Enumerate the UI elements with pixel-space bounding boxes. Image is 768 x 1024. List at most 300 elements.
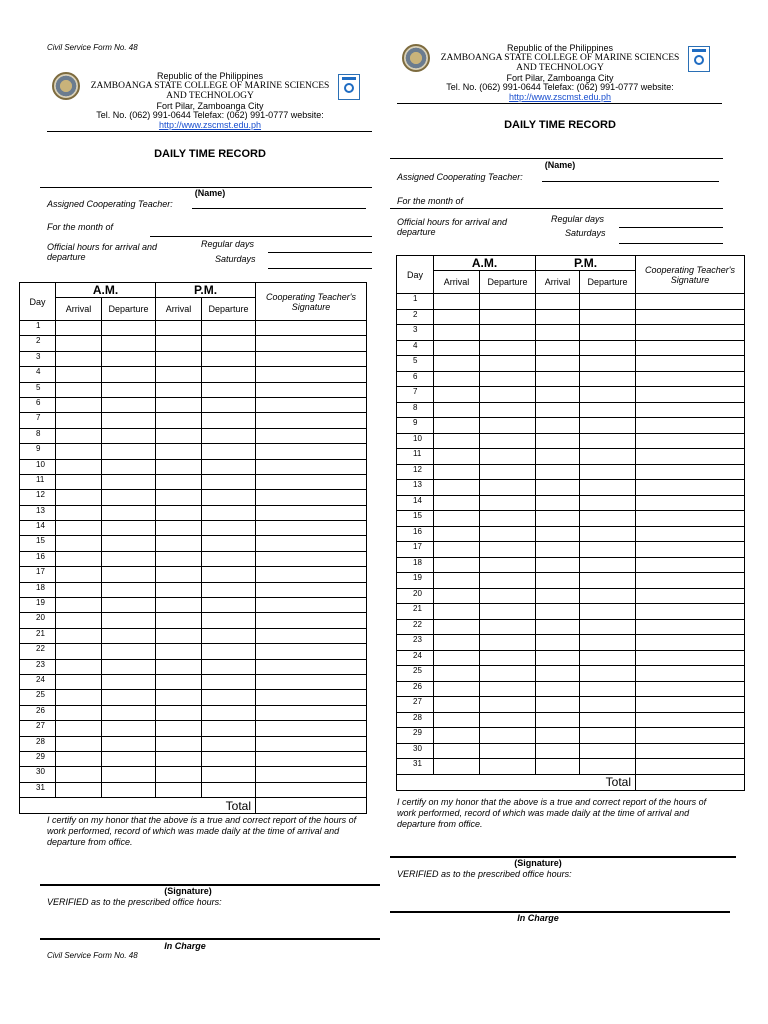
time-cell[interactable] [102,413,156,428]
time-cell[interactable] [580,402,636,418]
time-cell[interactable] [434,697,480,713]
time-cell[interactable] [434,387,480,403]
time-cell[interactable] [202,397,256,412]
time-cell[interactable] [580,387,636,403]
total-cell[interactable] [256,798,367,814]
time-cell[interactable] [102,536,156,551]
time-cell[interactable] [580,619,636,635]
time-cell[interactable] [636,464,745,480]
time-cell[interactable] [580,433,636,449]
time-cell[interactable] [636,340,745,356]
time-cell[interactable] [636,480,745,496]
time-cell[interactable] [202,644,256,659]
time-cell[interactable] [434,728,480,744]
time-cell[interactable] [156,428,202,443]
time-cell[interactable] [156,767,202,782]
time-cell[interactable] [480,697,536,713]
time-cell[interactable] [580,650,636,666]
time-cell[interactable] [56,490,102,505]
time-cell[interactable] [434,619,480,635]
time-cell[interactable] [256,598,367,613]
time-cell[interactable] [480,433,536,449]
time-cell[interactable] [256,690,367,705]
time-cell[interactable] [102,474,156,489]
time-cell[interactable] [156,444,202,459]
time-cell[interactable] [256,782,367,797]
time-cell[interactable] [636,387,745,403]
time-cell[interactable] [480,712,536,728]
time-cell[interactable] [256,567,367,582]
time-cell[interactable] [56,459,102,474]
time-cell[interactable] [480,418,536,434]
time-cell[interactable] [202,551,256,566]
time-cell[interactable] [156,459,202,474]
time-cell[interactable] [636,573,745,589]
time-cell[interactable] [536,650,580,666]
time-cell[interactable] [636,418,745,434]
time-cell[interactable] [580,418,636,434]
time-cell[interactable] [636,588,745,604]
regular-days-line[interactable] [268,252,372,253]
time-cell[interactable] [202,613,256,628]
time-cell[interactable] [202,351,256,366]
time-cell[interactable] [156,505,202,520]
time-cell[interactable] [536,557,580,573]
time-cell[interactable] [256,505,367,520]
time-cell[interactable] [480,681,536,697]
time-cell[interactable] [580,294,636,310]
time-cell[interactable] [102,367,156,382]
time-cell[interactable] [636,619,745,635]
time-cell[interactable] [580,526,636,542]
time-cell[interactable] [480,604,536,620]
time-cell[interactable] [480,759,536,775]
saturdays-line[interactable] [268,268,372,269]
time-cell[interactable] [434,635,480,651]
time-cell[interactable] [434,604,480,620]
time-cell[interactable] [536,542,580,558]
time-cell[interactable] [56,351,102,366]
time-cell[interactable] [480,371,536,387]
time-cell[interactable] [536,526,580,542]
time-cell[interactable] [202,736,256,751]
time-cell[interactable] [102,397,156,412]
time-cell[interactable] [580,697,636,713]
time-cell[interactable] [434,712,480,728]
time-cell[interactable] [434,759,480,775]
time-cell[interactable] [156,490,202,505]
time-cell[interactable] [156,382,202,397]
time-cell[interactable] [256,721,367,736]
time-cell[interactable] [56,505,102,520]
time-cell[interactable] [536,340,580,356]
time-cell[interactable] [56,428,102,443]
time-cell[interactable] [56,582,102,597]
time-cell[interactable] [536,294,580,310]
time-cell[interactable] [102,674,156,689]
time-cell[interactable] [56,659,102,674]
time-cell[interactable] [156,551,202,566]
time-cell[interactable] [102,782,156,797]
time-cell[interactable] [536,325,580,341]
time-cell[interactable] [202,536,256,551]
time-cell[interactable] [480,573,536,589]
time-cell[interactable] [636,681,745,697]
time-cell[interactable] [202,751,256,766]
time-cell[interactable] [256,628,367,643]
time-cell[interactable] [202,428,256,443]
time-cell[interactable] [202,444,256,459]
time-cell[interactable] [480,464,536,480]
time-cell[interactable] [536,356,580,372]
time-cell[interactable] [156,736,202,751]
time-cell[interactable] [434,433,480,449]
time-cell[interactable] [580,480,636,496]
website-link[interactable]: http://www.zscmst.edu.ph [508,92,612,102]
time-cell[interactable] [156,582,202,597]
time-cell[interactable] [202,582,256,597]
time-cell[interactable] [536,449,580,465]
time-cell[interactable] [636,433,745,449]
time-cell[interactable] [536,371,580,387]
time-cell[interactable] [536,743,580,759]
time-cell[interactable] [434,743,480,759]
time-cell[interactable] [202,674,256,689]
time-cell[interactable] [102,659,156,674]
time-cell[interactable] [256,444,367,459]
time-cell[interactable] [202,321,256,336]
time-cell[interactable] [636,557,745,573]
time-cell[interactable] [256,321,367,336]
time-cell[interactable] [536,387,580,403]
total-cell[interactable] [636,774,745,790]
cooperating-teacher-line[interactable] [542,181,719,182]
month-line[interactable] [150,236,372,237]
time-cell[interactable] [636,371,745,387]
time-cell[interactable] [56,628,102,643]
time-cell[interactable] [434,356,480,372]
time-cell[interactable] [480,542,536,558]
time-cell[interactable] [256,351,367,366]
time-cell[interactable] [156,751,202,766]
time-cell[interactable] [202,659,256,674]
time-cell[interactable] [434,325,480,341]
time-cell[interactable] [480,526,536,542]
time-cell[interactable] [434,418,480,434]
time-cell[interactable] [536,309,580,325]
time-cell[interactable] [480,356,536,372]
time-cell[interactable] [434,464,480,480]
time-cell[interactable] [580,356,636,372]
time-cell[interactable] [636,526,745,542]
time-cell[interactable] [56,367,102,382]
time-cell[interactable] [480,650,536,666]
time-cell[interactable] [56,767,102,782]
time-cell[interactable] [102,582,156,597]
time-cell[interactable] [434,495,480,511]
time-cell[interactable] [156,628,202,643]
time-cell[interactable] [156,413,202,428]
time-cell[interactable] [434,681,480,697]
time-cell[interactable] [636,759,745,775]
time-cell[interactable] [636,495,745,511]
time-cell[interactable] [580,449,636,465]
time-cell[interactable] [636,712,745,728]
time-cell[interactable] [102,428,156,443]
time-cell[interactable] [536,495,580,511]
time-cell[interactable] [102,721,156,736]
time-cell[interactable] [434,402,480,418]
time-cell[interactable] [256,582,367,597]
time-cell[interactable] [536,619,580,635]
time-cell[interactable] [156,351,202,366]
time-cell[interactable] [636,356,745,372]
time-cell[interactable] [434,573,480,589]
time-cell[interactable] [434,557,480,573]
time-cell[interactable] [102,382,156,397]
time-cell[interactable] [636,511,745,527]
time-cell[interactable] [202,505,256,520]
time-cell[interactable] [256,521,367,536]
time-cell[interactable] [636,325,745,341]
time-cell[interactable] [156,321,202,336]
time-cell[interactable] [102,336,156,351]
time-cell[interactable] [102,321,156,336]
time-cell[interactable] [102,736,156,751]
time-cell[interactable] [580,309,636,325]
time-cell[interactable] [536,728,580,744]
time-cell[interactable] [434,666,480,682]
time-cell[interactable] [580,743,636,759]
time-cell[interactable] [256,644,367,659]
time-cell[interactable] [156,705,202,720]
time-cell[interactable] [536,402,580,418]
time-cell[interactable] [434,480,480,496]
time-cell[interactable] [156,567,202,582]
time-cell[interactable] [580,542,636,558]
time-cell[interactable] [636,743,745,759]
time-cell[interactable] [480,340,536,356]
time-cell[interactable] [636,294,745,310]
time-cell[interactable] [202,521,256,536]
time-cell[interactable] [434,588,480,604]
time-cell[interactable] [102,444,156,459]
time-cell[interactable] [156,521,202,536]
time-cell[interactable] [256,613,367,628]
time-cell[interactable] [256,413,367,428]
time-cell[interactable] [156,674,202,689]
time-cell[interactable] [434,449,480,465]
time-cell[interactable] [480,402,536,418]
time-cell[interactable] [156,598,202,613]
time-cell[interactable] [202,690,256,705]
time-cell[interactable] [56,644,102,659]
time-cell[interactable] [102,751,156,766]
time-cell[interactable] [56,736,102,751]
time-cell[interactable] [536,635,580,651]
regular-days-line[interactable] [619,227,723,228]
time-cell[interactable] [480,635,536,651]
time-cell[interactable] [256,336,367,351]
time-cell[interactable] [480,325,536,341]
time-cell[interactable] [56,598,102,613]
website-link[interactable]: http://www.zscmst.edu.ph [158,120,262,130]
time-cell[interactable] [56,721,102,736]
time-cell[interactable] [580,464,636,480]
time-cell[interactable] [580,325,636,341]
time-cell[interactable] [256,736,367,751]
time-cell[interactable] [256,659,367,674]
in-charge-line[interactable] [40,938,380,940]
time-cell[interactable] [256,459,367,474]
time-cell[interactable] [580,371,636,387]
time-cell[interactable] [536,759,580,775]
time-cell[interactable] [256,367,367,382]
time-cell[interactable] [580,604,636,620]
time-cell[interactable] [202,598,256,613]
time-cell[interactable] [480,387,536,403]
time-cell[interactable] [536,604,580,620]
time-cell[interactable] [636,309,745,325]
time-cell[interactable] [256,490,367,505]
time-cell[interactable] [56,397,102,412]
time-cell[interactable] [256,428,367,443]
time-cell[interactable] [102,644,156,659]
time-cell[interactable] [202,459,256,474]
time-cell[interactable] [202,367,256,382]
time-cell[interactable] [256,551,367,566]
time-cell[interactable] [156,367,202,382]
time-cell[interactable] [102,628,156,643]
time-cell[interactable] [256,382,367,397]
time-cell[interactable] [202,705,256,720]
time-cell[interactable] [480,728,536,744]
saturdays-line[interactable] [619,243,723,244]
time-cell[interactable] [434,542,480,558]
time-cell[interactable] [480,666,536,682]
time-cell[interactable] [480,511,536,527]
time-cell[interactable] [480,619,536,635]
time-cell[interactable] [536,666,580,682]
time-cell[interactable] [56,705,102,720]
time-cell[interactable] [156,336,202,351]
time-cell[interactable] [56,336,102,351]
time-cell[interactable] [480,480,536,496]
cooperating-teacher-line[interactable] [192,208,366,209]
time-cell[interactable] [636,402,745,418]
time-cell[interactable] [202,382,256,397]
time-cell[interactable] [56,474,102,489]
time-cell[interactable] [56,382,102,397]
time-cell[interactable] [156,536,202,551]
time-cell[interactable] [580,635,636,651]
time-cell[interactable] [156,782,202,797]
time-cell[interactable] [580,759,636,775]
time-cell[interactable] [580,588,636,604]
time-cell[interactable] [102,613,156,628]
time-cell[interactable] [434,526,480,542]
time-cell[interactable] [580,340,636,356]
time-cell[interactable] [256,536,367,551]
time-cell[interactable] [202,628,256,643]
time-cell[interactable] [580,681,636,697]
time-cell[interactable] [434,294,480,310]
time-cell[interactable] [480,557,536,573]
time-cell[interactable] [156,659,202,674]
time-cell[interactable] [536,418,580,434]
time-cell[interactable] [102,598,156,613]
time-cell[interactable] [580,495,636,511]
time-cell[interactable] [102,551,156,566]
time-cell[interactable] [102,767,156,782]
time-cell[interactable] [480,294,536,310]
time-cell[interactable] [636,604,745,620]
time-cell[interactable] [580,511,636,527]
time-cell[interactable] [636,666,745,682]
time-cell[interactable] [636,650,745,666]
time-cell[interactable] [434,371,480,387]
time-cell[interactable] [580,557,636,573]
time-cell[interactable] [202,474,256,489]
time-cell[interactable] [102,690,156,705]
time-cell[interactable] [536,433,580,449]
time-cell[interactable] [56,521,102,536]
time-cell[interactable] [102,705,156,720]
time-cell[interactable] [202,721,256,736]
time-cell[interactable] [56,536,102,551]
time-cell[interactable] [580,712,636,728]
time-cell[interactable] [56,413,102,428]
time-cell[interactable] [480,495,536,511]
month-line[interactable] [390,208,723,209]
time-cell[interactable] [636,728,745,744]
time-cell[interactable] [202,767,256,782]
time-cell[interactable] [202,782,256,797]
time-cell[interactable] [156,721,202,736]
time-cell[interactable] [102,351,156,366]
time-cell[interactable] [202,413,256,428]
time-cell[interactable] [102,505,156,520]
time-cell[interactable] [202,336,256,351]
time-cell[interactable] [156,690,202,705]
time-cell[interactable] [636,635,745,651]
time-cell[interactable] [102,459,156,474]
time-cell[interactable] [156,644,202,659]
time-cell[interactable] [56,567,102,582]
time-cell[interactable] [56,690,102,705]
time-cell[interactable] [536,712,580,728]
time-cell[interactable] [636,697,745,713]
time-cell[interactable] [480,743,536,759]
time-cell[interactable] [56,751,102,766]
time-cell[interactable] [156,397,202,412]
time-cell[interactable] [56,674,102,689]
time-cell[interactable] [636,542,745,558]
time-cell[interactable] [536,588,580,604]
time-cell[interactable] [102,567,156,582]
name-line[interactable] [390,158,723,159]
time-cell[interactable] [256,705,367,720]
time-cell[interactable] [434,309,480,325]
time-cell[interactable] [156,474,202,489]
time-cell[interactable] [102,490,156,505]
time-cell[interactable] [56,551,102,566]
time-cell[interactable] [256,674,367,689]
time-cell[interactable] [256,767,367,782]
time-cell[interactable] [536,464,580,480]
time-cell[interactable] [536,511,580,527]
time-cell[interactable] [636,449,745,465]
